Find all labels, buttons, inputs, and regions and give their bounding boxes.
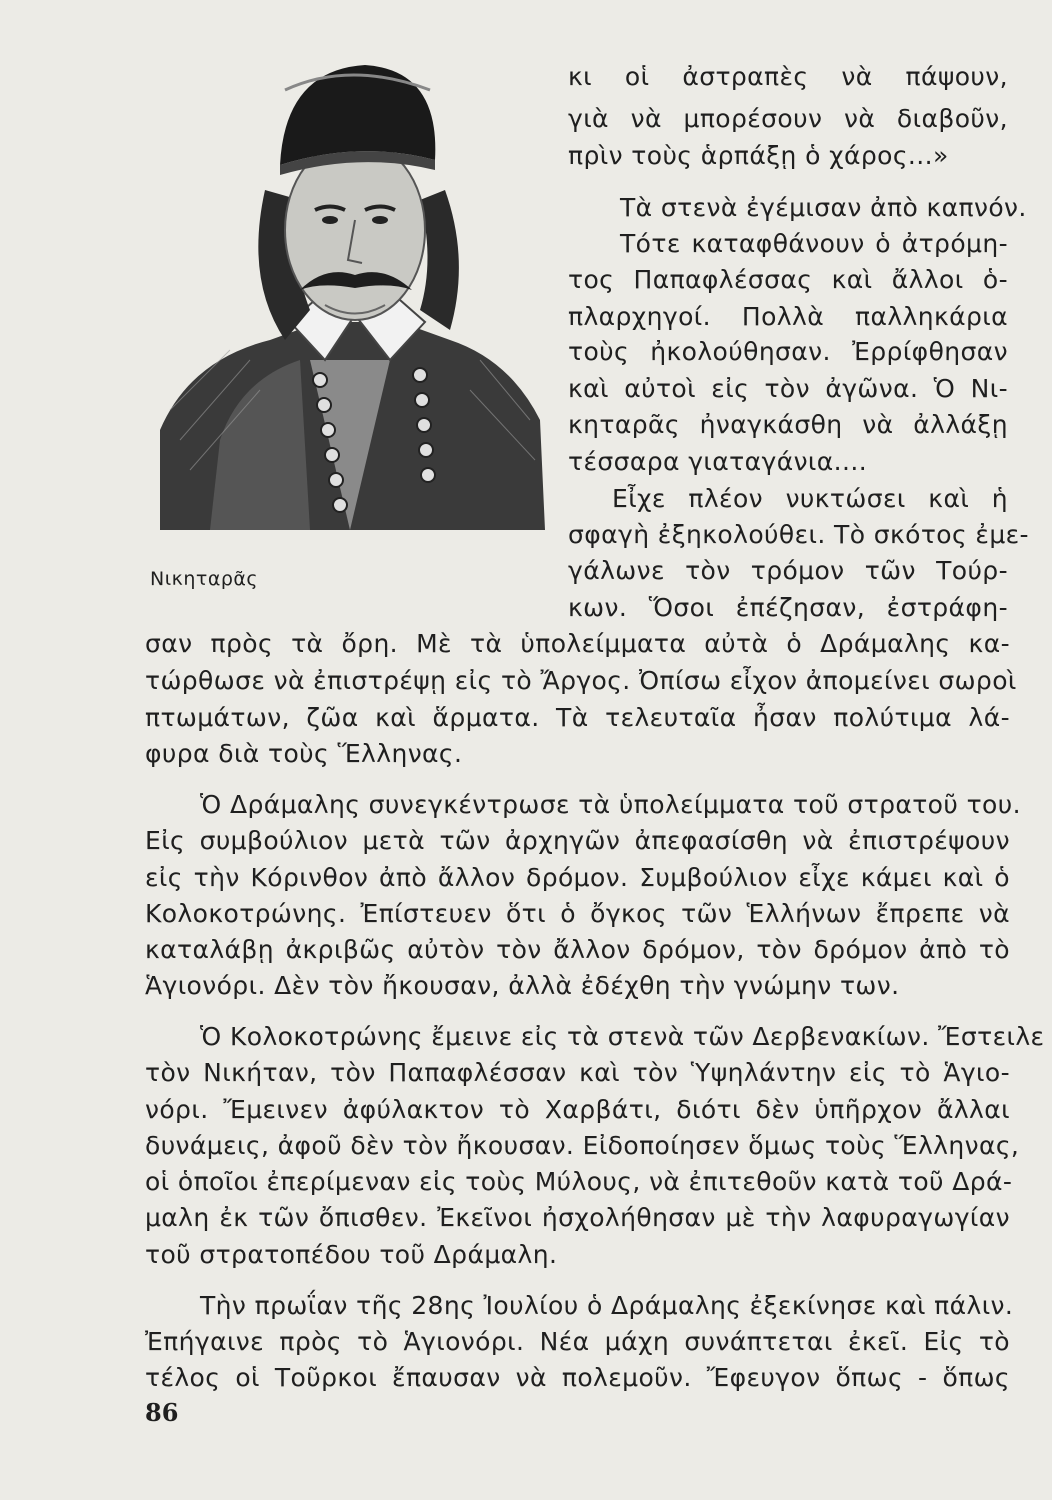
text-line: τέσσαρα γιαταγάνια.... — [568, 447, 868, 476]
text-line: τοῦ στρατοπέδου τοῦ Δράμαλη. — [145, 1240, 558, 1269]
text-line: Εἰς συμβούλιον μετὰ τῶν ἀρχηγῶν ἀπεφασίσθη νὰ ἐπιστρέψουν — [145, 826, 1010, 855]
text-line: Κολοκοτρώνης. Ἐπίστευεν ὅτι ὁ ὄγκος τῶν Ἑλλήνων ἔπρεπε νὰ — [145, 899, 1010, 928]
text-line: Ὁ Δράμαλης συνεγκέντρωσε τὰ ὑπολείμματα τοῦ στρατοῦ του. — [200, 790, 1021, 819]
text-line: κηταρᾶς ἠναγκάσθη νὰ ἀλλάξῃ — [568, 410, 1008, 439]
text-line: Τὴν πρωΐαν τῆς 28ης Ἰουλίου ὁ Δράμαλης ἐξεκίνησε καὶ πάλιν. — [200, 1291, 1014, 1320]
text-line: κι οἱ ἀστραπὲς νὰ πάψουν, — [568, 62, 1008, 91]
text-line: πλαρχηγοί. Πολλὰ παλληκάρια — [568, 302, 1008, 331]
text-line: κων. Ὅσοι ἐπέζησαν, ἐστράφη- — [568, 593, 1008, 622]
text-line: νόρι. Ἔμεινεν ἀφύλακτον τὸ Χαρβάτι, διότι δὲν ὑπῆρχον ἄλλαι — [145, 1095, 1010, 1124]
text-line: γάλωνε τὸν τρόμον τῶν Τούρ- — [568, 556, 1008, 585]
portrait-caption: Νικηταρᾶς — [150, 568, 259, 590]
text-line: σφαγὴ ἐξηκολούθει. Τὸ σκότος ἐμε- — [568, 520, 1029, 549]
text-line: τέλος οἱ Τοῦρκοι ἔπαυσαν νὰ πολεμοῦν. Ἔφευγον ὅπως - ὅπως — [145, 1363, 1010, 1392]
text-line: Εἶχε πλέον νυκτώσει καὶ ἡ — [612, 484, 1008, 513]
text-line: εἰς τὴν Κόρινθον ἀπὸ ἄλλον δρόμον. Συμβούλιον εἶχε κάμει καὶ ὁ — [145, 863, 1010, 892]
text-line: Ἐπήγαινε πρὸς τὸ Ἁγιονόρι. Νέα μάχη συνάπτεται ἐκεῖ. Εἰς τὸ — [145, 1327, 1010, 1356]
text-line: καὶ αὐτοὶ εἰς τὸν ἀγῶνα. Ὁ Νι- — [568, 374, 1008, 403]
text-line: οἱ ὁποῖοι ἐπερίμεναν εἰς τοὺς Μύλους, νὰ ἐπιτεθοῦν κατὰ τοῦ Δρά- — [145, 1167, 1013, 1196]
text-line: δυνάμεις, ἀφοῦ δὲν τὸν ἤκουσαν. Εἰδοποίησεν ὅμως τοὺς Ἕλληνας, — [145, 1131, 1020, 1160]
text-line: τος Παπαφλέσσας καὶ ἄλλοι ὁ- — [568, 265, 1008, 294]
text-line: Ὁ Κολοκοτρώνης ἔμεινε εἰς τὰ στενὰ τῶν Δερβενακίων. Ἔστειλε — [200, 1022, 1045, 1051]
portrait-illustration — [150, 60, 550, 530]
text-line: πτωμάτων, ζῶα καὶ ἅρματα. Τὰ τελευταῖα ἦσαν πολύτιμα λά- — [145, 703, 1010, 732]
text-line: γιὰ νὰ μπορέσουν νὰ διαβοῦν, — [568, 104, 1008, 133]
text-line: μαλη ἐκ τῶν ὄπισθεν. Ἐκεῖνοι ἠσχολήθησαν μὲ τὴν λαφυραγωγίαν — [145, 1203, 1010, 1232]
text-line: Ἁγιονόρι. Δὲν τὸν ἤκουσαν, ἀλλὰ ἐδέχθη τὴν γνώμην των. — [145, 971, 900, 1000]
text-line: Τὰ στενὰ ἐγέμισαν ἀπὸ καπνόν. — [620, 193, 1027, 222]
text-line: πρὶν τοὺς ἁρπάξῃ ὁ χάρος...» — [568, 141, 949, 170]
text-line: τώρθωσε νὰ ἐπιστρέψῃ εἰς τὸ Ἄργος. Ὀπίσω εἶχον ἀπομείνει σωροὶ — [145, 666, 1017, 695]
text-line: καταλάβῃ ἀκριβῶς αὐτὸν τὸν ἄλλον δρόμον, τὸν δρόμον ἀπὸ τὸ — [145, 935, 1010, 964]
text-line: τοὺς ἠκολούθησαν. Ἐρρίφθησαν — [568, 337, 1008, 366]
text-line: Τότε καταφθάνουν ὁ ἀτρόμη- — [620, 229, 1008, 258]
text-line: φυρα διὰ τοὺς Ἕλληνας. — [145, 739, 463, 768]
text-line: σαν πρὸς τὰ ὄρη. Μὲ τὰ ὑπολείμματα αὐτὰ ὁ Δράμαλης κα- — [145, 629, 1010, 658]
page-number: 86 — [145, 1398, 179, 1427]
text-line: τὸν Νικήταν, τὸν Παπαφλέσσαν καὶ τὸν Ὑψηλάντην εἰς τὸ Ἁγιο- — [145, 1058, 1010, 1087]
